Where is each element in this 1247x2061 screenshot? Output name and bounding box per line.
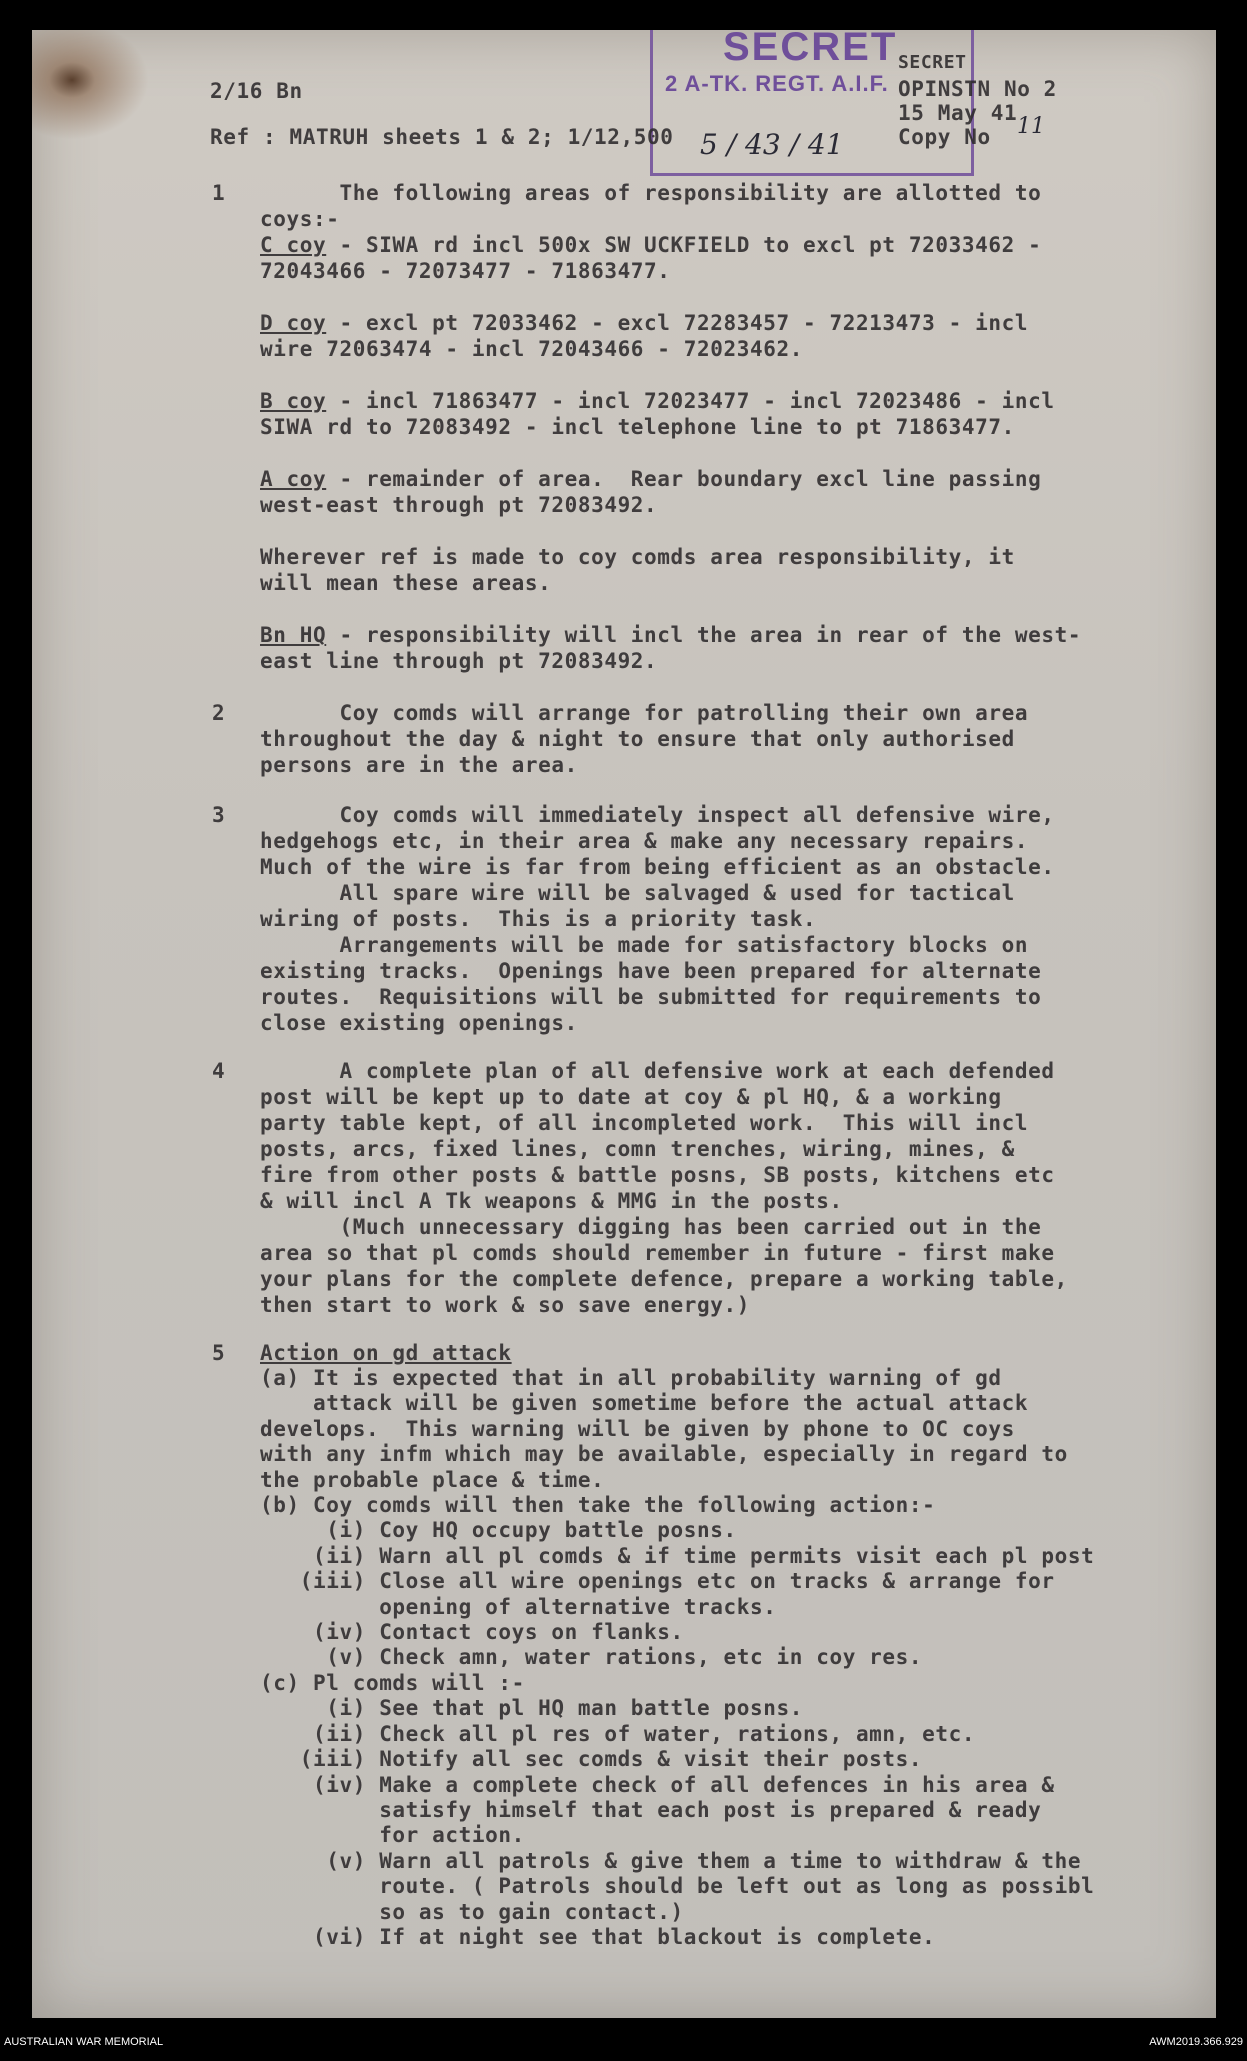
- para-3-number: 3: [212, 803, 226, 827]
- classification-typed: SECRET: [898, 52, 967, 73]
- handwritten-copy-number: 11: [1017, 114, 1045, 139]
- a-coy-label: A coy: [260, 467, 327, 491]
- area-reference-note: Wherever ref is made to coy comds area responsibility, it will mean these areas.: [260, 545, 1015, 595]
- map-reference: Ref : MATRUH sheets 1 & 2; 1/12,500: [210, 125, 674, 149]
- para-5-text: (a) It is expected that in all probability warning of gd attack will be given sometime before the actual attack develops. This warning will be given by phone to OC coys with any infm which may be available, especially in regard to the probable place & time. (b) Coy comds will then take the following action:- (i) Coy HQ occupy battle posns. (ii) Warn all pl comds & if time permits visit each pl post (iii) Close all wire openings etc on tracks & arrange for opening of alternative tracks. (iv) Contact coys on flanks. (v) Check amn, water rations, etc in coy res. (c) Pl comds will :- (i) See that pl HQ man battle posns. (ii) Check all pl res of water, rations, amn, etc. (iii) Notify all sec comds & visit their posts. (iv) Make a complete check of all defences in his area & satisfy himself that each post is prepared & ready for action. (v) Warn all patrols & give them a time to withdraw & the route. ( Patrols should be left out as long as possibl so as to gain contact.) (vi) If at night see that blackout is complete.: [260, 1366, 1095, 1949]
- para-1-intro: The following areas of responsibility are allotted to coys:-: [260, 181, 1042, 231]
- para-5-number: 5: [212, 1341, 226, 1365]
- archive-credit: AUSTRALIAN WAR MEMORIAL: [4, 2036, 164, 2048]
- b-coy-area: B coy - incl 71863477 - incl 72023477 - incl 72023486 - incl SIWA rd to 72083492 - incl telephone line to pt 71863477.: [260, 389, 1055, 439]
- para-2-number: 2: [212, 701, 226, 725]
- copy-number-label: Copy No: [898, 125, 991, 149]
- archive-accession-number: AWM2019.366.929: [1149, 2036, 1243, 2048]
- d-coy-label: D coy: [260, 311, 327, 335]
- unit-heading: 2/16 Bn: [210, 79, 303, 103]
- stamp-title: SECRET: [723, 30, 898, 69]
- para-3-text: Coy comds will immediately inspect all defensive wire, hedgehogs etc, in their area & make any necessary repairs. Much of the wire is far from being efficient as an obstacle. All spare wire will be salvaged & used for tactical wiring of posts. This is a priority task. Arrangements will be made for satisfactory blocks on existing tracks. Openings have been prepared for alternate routes. Requisitions will be submitted for requirements to close existing openings.: [260, 803, 1055, 1035]
- d-coy-area: D coy - excl pt 72033462 - excl 72283457 - 72213473 - incl wire 72063474 - incl 72043466 - 72023462.: [260, 311, 1029, 361]
- para-4-number: 4: [212, 1059, 226, 1083]
- instruction-number: OPINSTN No 2: [898, 77, 1057, 101]
- a-coy-area: A coy - remainder of area. Rear boundary excl line passing west-east through pt 72083492.: [260, 467, 1042, 517]
- para-1-number: 1: [212, 181, 226, 205]
- para-5-heading: Action on gd attack: [260, 1341, 512, 1365]
- c-coy-label: C coy: [260, 233, 327, 257]
- stamp-unit: 2 A-TK. REGT. A.I.F.: [665, 71, 889, 96]
- para-2-text: Coy comds will arrange for patrolling their own area throughout the day & night to ensure that only authorised persons are in the area.: [260, 701, 1029, 777]
- c-coy-area: C coy - SIWA rd incl 500x SW UCKFIELD to excl pt 72033462 - 72043466 - 72073477 - 71863477.: [260, 233, 1042, 283]
- document-date: 15 May 41: [898, 101, 1018, 125]
- bn-hq-area: Bn HQ - responsibility will incl the area in rear of the west- east line through pt 72083492.: [260, 623, 1082, 673]
- burn-mark: [32, 30, 162, 150]
- handwritten-reference: 5 / 43 / 41: [700, 128, 844, 161]
- bn-hq-label: Bn HQ: [260, 623, 327, 647]
- b-coy-label: B coy: [260, 389, 327, 413]
- para-4-text: A complete plan of all defensive work at each defended post will be kept up to date at coy & pl HQ, & a working party table kept, of all incompleted work. This will incl posts, arcs, fixed lines, comn trenches, wiring, mines, & fire from other posts & battle posns, SB posts, kitchens etc & will incl A Tk weapons & MMG in the posts. (Much unnecessary digging has been carried out in the area so that pl comds should remember in future - first make your plans for the complete defence, prepare a working table, then start to work & so save energy.): [260, 1059, 1068, 1317]
- document-page: [32, 30, 1216, 2018]
